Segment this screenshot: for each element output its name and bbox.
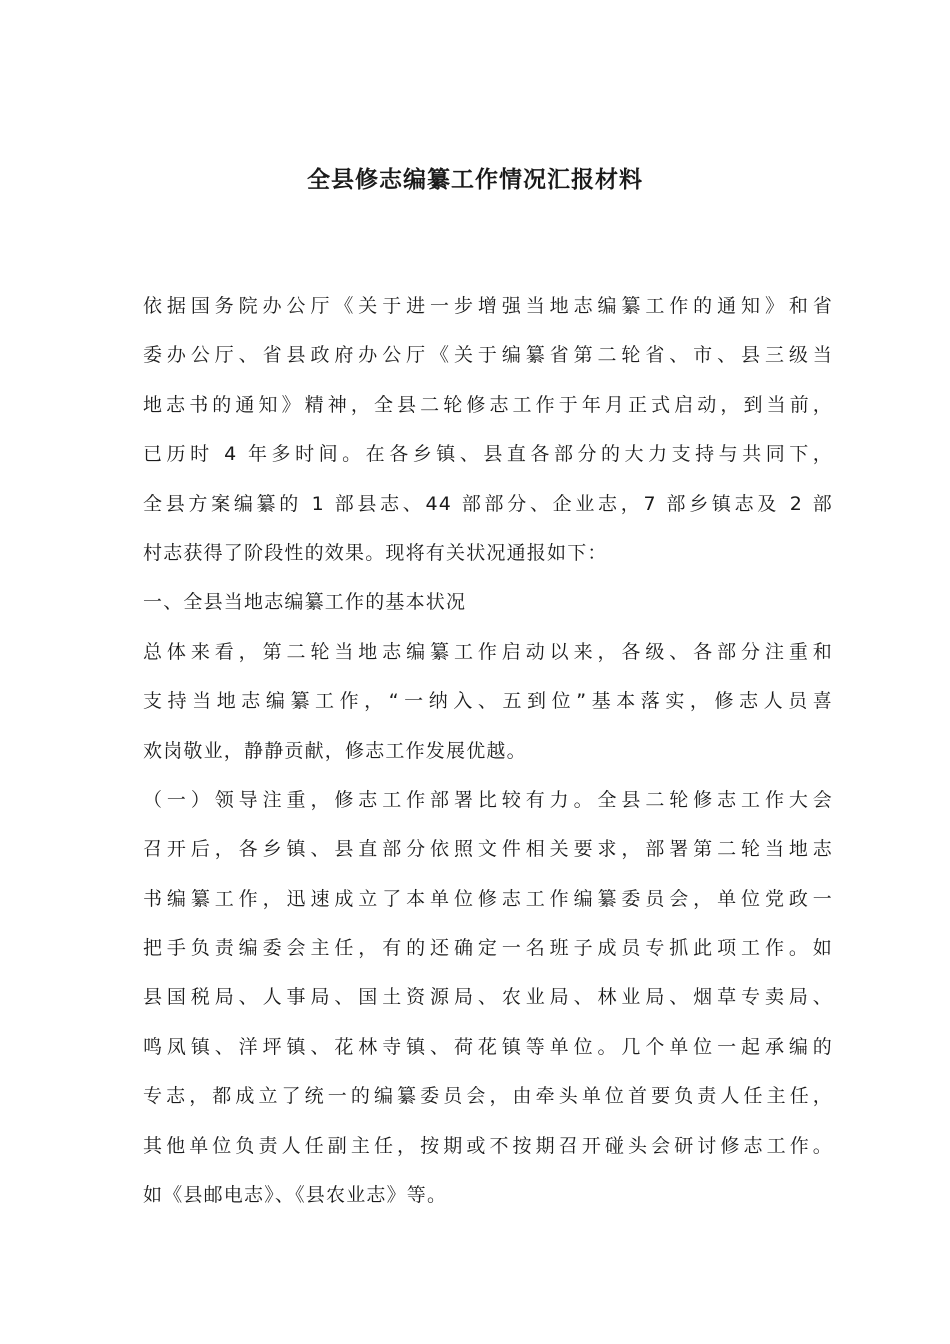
document-title: 全县修志编纂工作情况汇报材料 xyxy=(307,167,643,193)
body-line: 支持当地志编纂工作，“一纳入、五到位”基本落实，修志人员喜 xyxy=(143,690,833,713)
body-line: 其他单位负责人任副主任，按期或不按期召开碰头会研讨修志工作。 xyxy=(143,1134,833,1157)
body-line: 地志书的通知》精神，全县二轮修志工作于年月正式启动，到当前， xyxy=(143,393,833,416)
body-line: 书编纂工作，迅速成立了本单位修志工作编纂委员会，单位党政一 xyxy=(143,887,833,910)
document-body xyxy=(143,282,833,1220)
body-line: 专志，都成立了统一的编纂委员会，由牵头单位首要负责人任主任， xyxy=(143,1085,833,1108)
body-line: 全县方案编纂的 1 部县志、44 部部分、企业志，7 部乡镇志及 2 部 xyxy=(143,492,833,515)
body-line: 如《县邮电志》、《县农业志》等。 xyxy=(143,1184,448,1207)
body-line: 召开后，各乡镇、县直部分依照文件相关要求，部署第二轮当地志 xyxy=(143,838,833,861)
body-line: （一）领导注重，修志工作部署比较有力。全县二轮修志工作大会 xyxy=(143,788,833,811)
body-line: 依据国务院办公厅《关于进一步增强当地志编纂工作的通知》和省 xyxy=(143,295,833,317)
body-line: 委办公厅、省县政府办公厅《关于编纂省第二轮省、市、县三级当 xyxy=(143,344,833,367)
body-line: 鸣凤镇、洋坪镇、花林寺镇、荷花镇等单位。几个单位一起承编的 xyxy=(143,1035,833,1058)
body-line: 已历时 4 年多时间。在各乡镇、县直各部分的大力支持与共同下， xyxy=(143,443,833,466)
body-line: 欢岗敬业，静静贡献，修志工作发展优越。 xyxy=(143,739,527,762)
body-line: 村志获得了阶段性的效果。现将有关状况通报如下： xyxy=(143,541,608,564)
body-line: 总体来看，第二轮当地志编纂工作启动以来，各级、各部分注重和 xyxy=(143,640,833,663)
section-heading: 一、全县当地志编纂工作的基本状况 xyxy=(143,591,467,614)
body-line: 县国税局、人事局、国土资源局、农业局、林业局、烟草专卖局、 xyxy=(143,986,833,1009)
body-line: 把手负责编委会主任，有的还确定一名班子成员专抓此项工作。如 xyxy=(143,937,833,960)
